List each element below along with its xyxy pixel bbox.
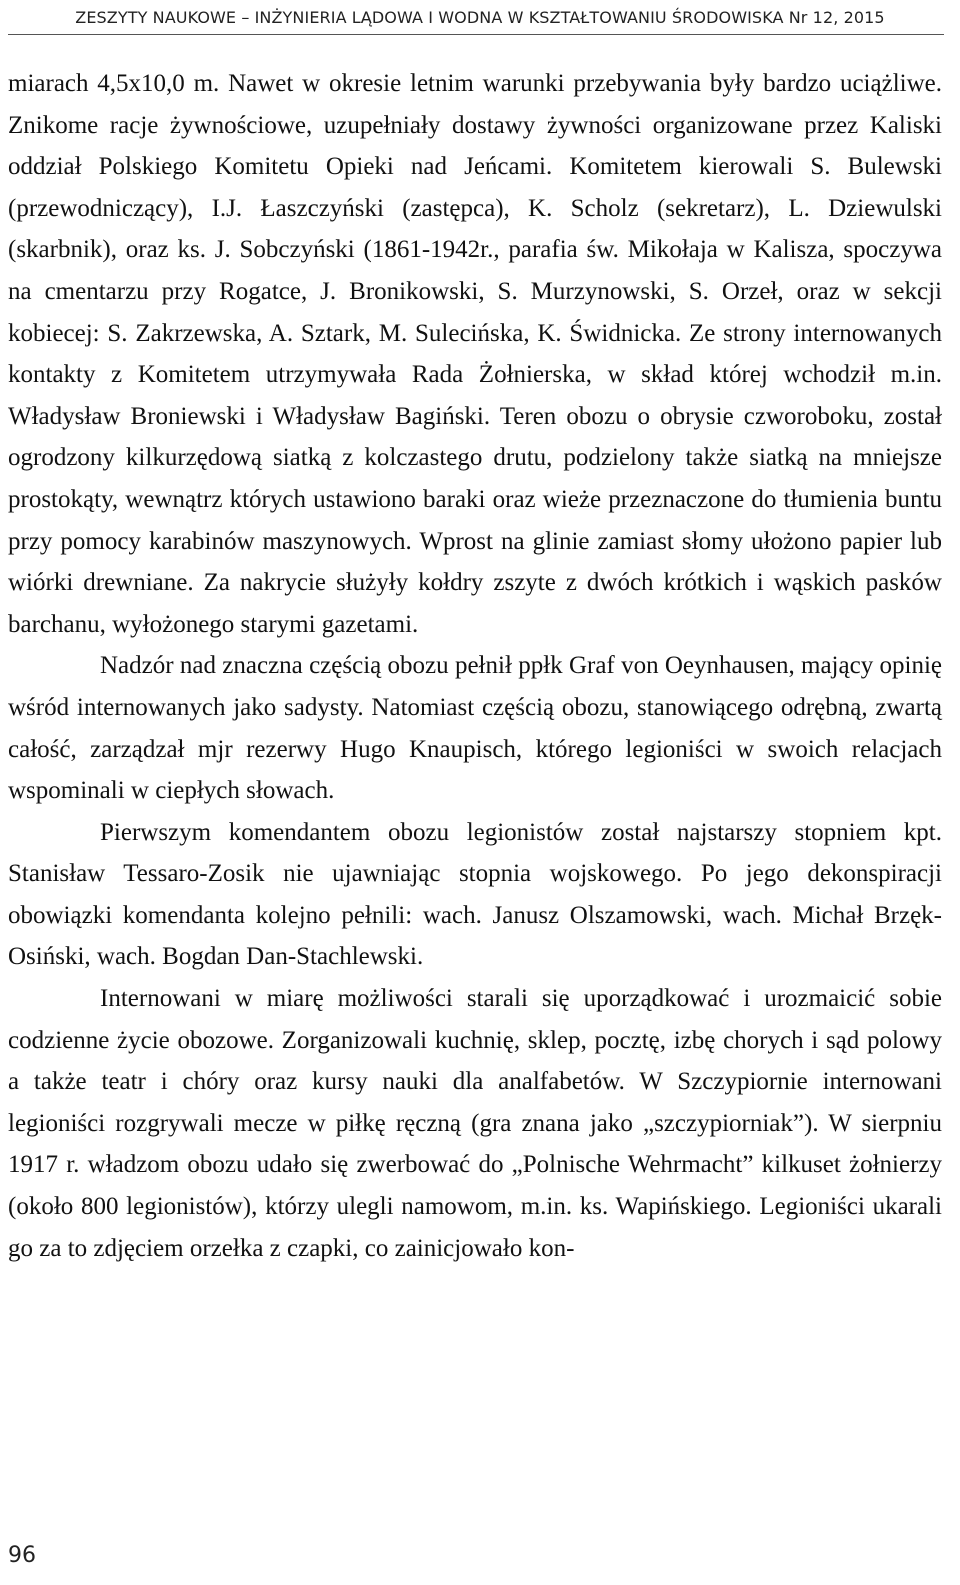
header-rule <box>8 34 944 35</box>
paragraph: miarach 4,5x10,0 m. Nawet w okresie letnim warunki przebywania były bardzo uciążliwe. Znikome racje żywnościowe, uzupełniały dostawy żywności organizowane przez Kaliski oddział Polskiego Komitetu Opieki nad Jeńcami. Komitetem kierowali S. Bulewski (przewodniczący), I.J. Łaszczyński (zastępca), K. Scholz (sekretarz), L. Dziewulski (skarbnik), oraz ks. J. Sobczyński (1861-1942r., parafia św. Mikołaja w Kalisza, spoczywa na cmentarzu przy Rogatce, J. Bronikowski, S. Murzynowski, S. Orzeł, oraz w sekcji kobiecej: S. Zakrzewska, A. Sztark, M. Sulecińska, K. Świdnicka. Ze strony internowanych kontakty z Komitetem utrzymywała Rada Żołnierska, w skład której wchodził m.in. Władysław Broniewski i Władysław Bagiński. Teren obozu o obrysie czworoboku, został ogrodzony kilkurzędową siatką z kolczastego drutu, podzielony także siatką na mniejsze prostokąty, wewnątrz których ustawiono baraki oraz wieże przeznaczone do tłumienia buntu przy pomocy karabinów maszynowych. Wprost na glinie zamiast słomy ułożono papier lub wiórki drewniane. Za nakrycie służyły kołdry zszyte z dwóch krótkich i wąskich pasków barchanu, wyłożonego starymi gazetami. <box>8 70 942 638</box>
paragraph: Internowani w miarę możliwości starali się uporządkować i urozmaicić sobie codzienne życie obozowe. Zorganizowali kuchnię, sklep, pocztę, izbę chorych i sąd polowy a także teatr i chóry oraz kursy nauki dla analfabetów. W Szczypiornie internowani legioniści rozgrywali mecze w piłkę ręczną (gra znana jako „szczypiorniak”). W sierpniu 1917 r. władzom obozu udało się zwerbować do „Polnische Wehrmacht” kilkuset żołnierzy (około 800 legionistów), którzy ulegli namowom, m.in. ks. Wapińskiego. Legioniści ukarali go za to zdjęciem orzełka z czapki, co zainicjowało kon- <box>8 985 942 1262</box>
page-number: 96 <box>8 1543 36 1568</box>
body-text <box>8 63 942 1269</box>
paragraph: Nadzór nad znaczna częścią obozu pełnił ppłk Graf von Oeynhausen, mający opinię wśród internowanych jako sadysty. Natomiast częścią obozu, stanowiącego odrębną, zwartą całość, zarządzał mjr rezerwy Hugo Knaupisch, którego legioniści w swoich relacjach wspominali w ciepłych słowach. <box>8 652 942 805</box>
running-header: ZESZYTY NAUKOWE – INŻYNIERIA LĄDOWA I WODNA W KSZTAŁTOWANIU ŚRODOWISKA Nr 12, 2015 <box>75 8 885 27</box>
paragraph: Pierwszym komendantem obozu legionistów został najstarszy stopniem kpt. Stanisław Tessaro-Zosik nie ujawniając stopnia wojskowego. Po jego dekonspiracji obowiązki komendanta kolejno pełnili: wach. Janusz Olszamowski, wach. Michał Brzęk-Osiński, wach. Bogdan Dan-Stachlewski. <box>8 818 942 971</box>
